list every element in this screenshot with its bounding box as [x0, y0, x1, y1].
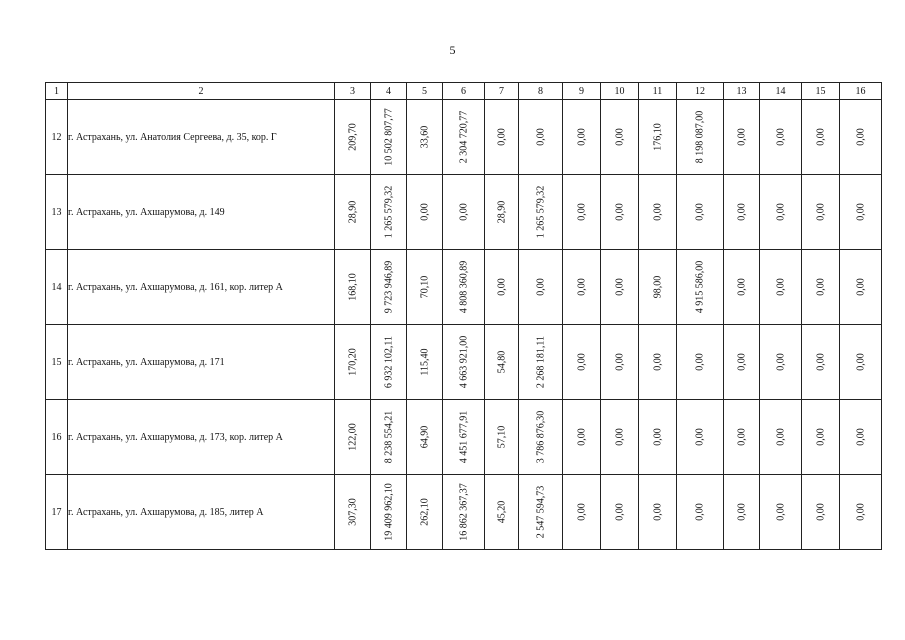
- value-cell-col-6: [443, 100, 485, 175]
- value-text: 8 198 087,00: [694, 110, 706, 164]
- value-cell-col-12: [677, 400, 724, 475]
- value-text: 0,00: [576, 128, 587, 146]
- value-cell-col-10: [601, 475, 639, 550]
- value-text: 0,00: [576, 353, 587, 371]
- value-text: 8 238 554,21: [383, 410, 394, 464]
- value-cell-col-15: [802, 175, 840, 250]
- table-row: [46, 100, 882, 175]
- column-header-14: 14: [760, 83, 802, 100]
- value-cell-col-11: [639, 325, 677, 400]
- value-cell-col-6: [443, 325, 485, 400]
- value-text: 0,00: [815, 278, 826, 296]
- value-cell-col-7: [485, 475, 519, 550]
- value-cell-col-12: [677, 100, 724, 175]
- column-header-9: 9: [563, 83, 601, 100]
- value-text: 19 409 962,10: [383, 483, 394, 541]
- value-cell-col-5: [407, 475, 443, 550]
- value-cell-col-6: [443, 475, 485, 550]
- column-header-4: 4: [371, 83, 407, 100]
- value-cell-col-7: [485, 400, 519, 475]
- value-text: 28,90: [496, 200, 507, 224]
- value-text: 1 265 579,32: [535, 185, 546, 239]
- row-address: г. Астрахань, ул. Ахшарумова, д. 173, кор. литер А: [68, 400, 335, 475]
- value-cell-col-15: [802, 100, 840, 175]
- value-cell-col-13: [724, 175, 760, 250]
- value-cell-col-9: [563, 400, 601, 475]
- value-text: 0,00: [855, 353, 866, 371]
- value-cell-col-4: [371, 325, 407, 400]
- value-text: 0,00: [614, 428, 625, 446]
- value-cell-col-11: [639, 250, 677, 325]
- value-text: 0,00: [576, 203, 587, 221]
- value-text: 0,00: [815, 203, 826, 221]
- data-table: [45, 82, 882, 550]
- value-text: 0,00: [736, 203, 747, 221]
- value-text: 262,10: [419, 498, 430, 526]
- value-cell-col-5: [407, 400, 443, 475]
- row-index: 16: [46, 400, 68, 475]
- column-header-2: 2: [68, 83, 335, 100]
- value-text: 0,00: [855, 203, 866, 221]
- column-header-1: 1: [46, 83, 68, 100]
- value-cell-col-4: [371, 100, 407, 175]
- value-cell-col-3: [335, 250, 371, 325]
- value-text: 2 547 594,73: [535, 485, 546, 539]
- value-text: 0,00: [855, 278, 866, 296]
- value-cell-col-12: [677, 325, 724, 400]
- row-address: г. Астрахань, ул. Ахшарумова, д. 171: [68, 325, 335, 400]
- row-address: г. Астрахань, ул. Анатолия Сергеева, д. 35, кор. Г: [68, 100, 335, 175]
- value-text: 0,00: [694, 353, 706, 371]
- value-text: 0,00: [419, 203, 430, 221]
- column-header-16: 16: [840, 83, 882, 100]
- table-row: [46, 175, 882, 250]
- value-cell-col-7: [485, 100, 519, 175]
- value-text: 0,00: [496, 278, 507, 296]
- value-text: 16 862 367,37: [458, 483, 469, 541]
- value-cell-col-14: [760, 475, 802, 550]
- value-text: 54,80: [496, 350, 507, 374]
- value-cell-col-4: [371, 250, 407, 325]
- value-cell-col-3: [335, 400, 371, 475]
- value-cell-col-16: [840, 175, 882, 250]
- value-text: 0,00: [694, 203, 706, 221]
- value-text: 4 808 360,89: [458, 260, 469, 314]
- value-cell-col-6: [443, 400, 485, 475]
- value-text: 64,90: [419, 425, 430, 449]
- value-cell-col-10: [601, 100, 639, 175]
- value-text: 0,00: [815, 428, 826, 446]
- row-index: 17: [46, 475, 68, 550]
- value-text: 0,00: [614, 278, 625, 296]
- value-cell-col-14: [760, 325, 802, 400]
- page-number: 5: [449, 43, 456, 57]
- value-cell-col-9: [563, 250, 601, 325]
- value-cell-col-13: [724, 400, 760, 475]
- value-cell-col-15: [802, 400, 840, 475]
- column-header-7: 7: [485, 83, 519, 100]
- column-header-5: 5: [407, 83, 443, 100]
- value-cell-col-16: [840, 325, 882, 400]
- value-text: 0,00: [775, 353, 786, 371]
- value-cell-col-12: [677, 250, 724, 325]
- value-text: 0,00: [458, 203, 469, 221]
- value-text: 209,70: [347, 123, 358, 151]
- value-cell-col-8: [519, 400, 563, 475]
- value-text: 1 265 579,32: [383, 185, 394, 239]
- value-text: 2 304 720,77: [458, 110, 469, 164]
- value-text: 170,20: [347, 348, 358, 376]
- value-text: 0,00: [576, 278, 587, 296]
- value-cell-col-4: [371, 175, 407, 250]
- column-header-8: 8: [519, 83, 563, 100]
- table-body: [46, 100, 882, 550]
- value-text: 0,00: [736, 278, 747, 296]
- column-header-3: 3: [335, 83, 371, 100]
- value-cell-col-5: [407, 250, 443, 325]
- value-cell-col-3: [335, 175, 371, 250]
- value-cell-col-15: [802, 325, 840, 400]
- value-cell-col-11: [639, 475, 677, 550]
- value-cell-col-10: [601, 175, 639, 250]
- column-header-10: 10: [601, 83, 639, 100]
- value-cell-col-5: [407, 325, 443, 400]
- value-text: 0,00: [535, 128, 546, 146]
- table-row: [46, 400, 882, 475]
- value-cell-col-5: [407, 175, 443, 250]
- value-text: 0,00: [694, 503, 706, 521]
- value-cell-col-10: [601, 250, 639, 325]
- value-cell-col-14: [760, 175, 802, 250]
- column-header-12: 12: [677, 83, 724, 100]
- value-text: 115,40: [419, 348, 430, 376]
- value-text: 0,00: [815, 128, 826, 146]
- row-address: г. Астрахань, ул. Ахшарумова, д. 161, кор. литер А: [68, 250, 335, 325]
- value-cell-col-16: [840, 100, 882, 175]
- value-text: 0,00: [855, 503, 866, 521]
- value-text: 0,00: [614, 128, 625, 146]
- value-text: 57,10: [496, 425, 507, 449]
- value-text: 0,00: [855, 428, 866, 446]
- value-cell-col-13: [724, 100, 760, 175]
- value-cell-col-16: [840, 250, 882, 325]
- column-header-11: 11: [639, 83, 677, 100]
- table-row: [46, 475, 882, 550]
- value-cell-col-9: [563, 325, 601, 400]
- value-text: 0,00: [736, 503, 747, 521]
- value-cell-col-5: [407, 100, 443, 175]
- value-cell-col-14: [760, 400, 802, 475]
- value-cell-col-8: [519, 475, 563, 550]
- value-text: 4 451 677,91: [458, 410, 469, 464]
- row-index: 14: [46, 250, 68, 325]
- value-text: 0,00: [652, 353, 663, 371]
- row-address: г. Астрахань, ул. Ахшарумова, д. 149: [68, 175, 335, 250]
- value-cell-col-8: [519, 175, 563, 250]
- value-text: 45,20: [496, 500, 507, 524]
- value-text: 307,30: [347, 498, 358, 526]
- value-cell-col-8: [519, 325, 563, 400]
- value-cell-col-15: [802, 475, 840, 550]
- header-row: [46, 83, 882, 100]
- value-text: 3 786 876,30: [535, 410, 546, 464]
- value-cell-col-4: [371, 400, 407, 475]
- value-cell-col-3: [335, 325, 371, 400]
- value-text: 0,00: [576, 503, 587, 521]
- value-text: 0,00: [614, 353, 625, 371]
- value-cell-col-13: [724, 250, 760, 325]
- value-cell-col-6: [443, 175, 485, 250]
- value-cell-col-7: [485, 325, 519, 400]
- value-text: 6 932 102,11: [383, 335, 394, 389]
- value-text: 0,00: [614, 203, 625, 221]
- value-cell-col-12: [677, 475, 724, 550]
- value-cell-col-11: [639, 175, 677, 250]
- value-cell-col-9: [563, 475, 601, 550]
- value-text: 0,00: [775, 203, 786, 221]
- table-row: [46, 325, 882, 400]
- value-text: 122,00: [347, 423, 358, 451]
- value-cell-col-6: [443, 250, 485, 325]
- column-header-6: 6: [443, 83, 485, 100]
- value-cell-col-4: [371, 475, 407, 550]
- value-cell-col-7: [485, 175, 519, 250]
- table-row: [46, 250, 882, 325]
- value-text: 0,00: [535, 278, 546, 296]
- value-text: 0,00: [815, 503, 826, 521]
- value-text: 0,00: [736, 353, 747, 371]
- value-text: 0,00: [652, 503, 663, 521]
- value-text: 33,60: [419, 125, 430, 149]
- value-cell-col-13: [724, 475, 760, 550]
- value-text: 176,10: [652, 123, 663, 151]
- value-cell-col-9: [563, 100, 601, 175]
- value-text: 9 723 946,89: [383, 260, 394, 314]
- value-text: 4 915 586,00: [694, 260, 706, 314]
- row-index: 15: [46, 325, 68, 400]
- value-text: 0,00: [736, 128, 747, 146]
- value-text: 0,00: [736, 428, 747, 446]
- value-text: 0,00: [855, 128, 866, 146]
- value-cell-col-7: [485, 250, 519, 325]
- value-text: 0,00: [652, 203, 663, 221]
- column-header-15: 15: [802, 83, 840, 100]
- value-text: 0,00: [775, 428, 786, 446]
- value-text: 0,00: [775, 278, 786, 296]
- table-header: [46, 83, 882, 100]
- value-cell-col-8: [519, 100, 563, 175]
- value-cell-col-10: [601, 400, 639, 475]
- value-text: 0,00: [652, 428, 663, 446]
- value-cell-col-9: [563, 175, 601, 250]
- value-text: 2 268 181,11: [535, 335, 546, 389]
- value-cell-col-14: [760, 100, 802, 175]
- value-text: 10 502 807,77: [383, 108, 394, 166]
- value-text: 0,00: [775, 503, 786, 521]
- column-header-13: 13: [724, 83, 760, 100]
- value-cell-col-15: [802, 250, 840, 325]
- value-text: 0,00: [576, 428, 587, 446]
- value-cell-col-12: [677, 175, 724, 250]
- value-text: 98,00: [652, 275, 663, 299]
- value-cell-col-16: [840, 400, 882, 475]
- value-cell-col-11: [639, 400, 677, 475]
- value-text: 0,00: [775, 128, 786, 146]
- value-cell-col-3: [335, 100, 371, 175]
- row-index: 12: [46, 100, 68, 175]
- row-index: 13: [46, 175, 68, 250]
- value-text: 70,10: [419, 275, 430, 299]
- value-text: 0,00: [614, 503, 625, 521]
- value-text: 0,00: [496, 128, 507, 146]
- value-cell-col-16: [840, 475, 882, 550]
- value-cell-col-11: [639, 100, 677, 175]
- value-text: 4 663 921,00: [458, 335, 469, 389]
- value-text: 0,00: [694, 428, 706, 446]
- value-text: 0,00: [815, 353, 826, 371]
- value-cell-col-10: [601, 325, 639, 400]
- value-cell-col-13: [724, 325, 760, 400]
- row-address: г. Астрахань, ул. Ахшарумова, д. 185, литер А: [68, 475, 335, 550]
- value-cell-col-14: [760, 250, 802, 325]
- value-cell-col-3: [335, 475, 371, 550]
- value-cell-col-8: [519, 250, 563, 325]
- value-text: 168,10: [347, 273, 358, 301]
- value-text: 28,90: [347, 200, 358, 224]
